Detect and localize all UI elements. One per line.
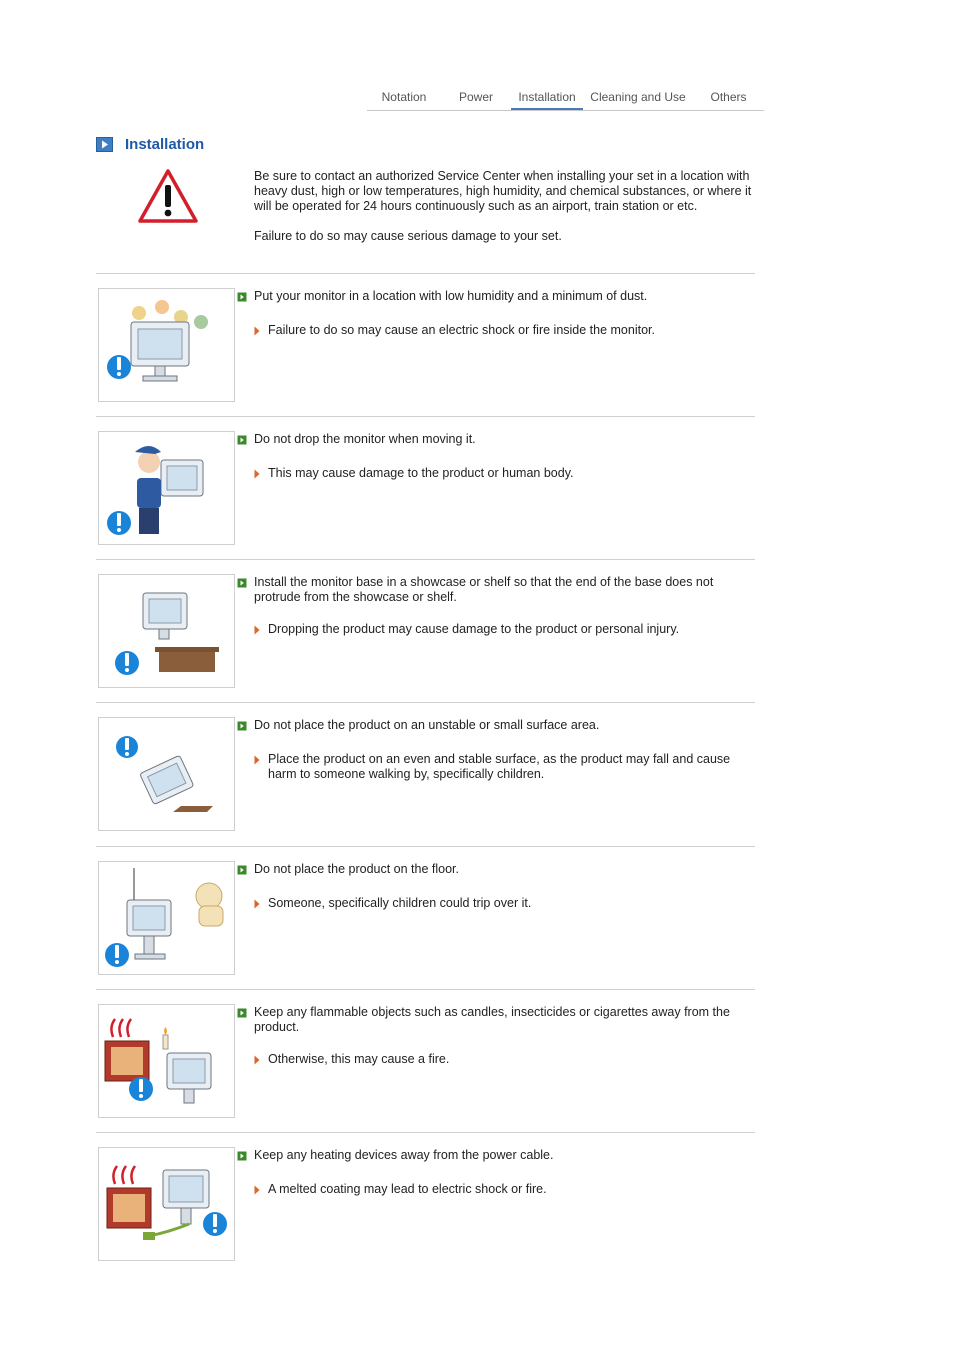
tab-bar (367, 86, 764, 111)
divider (96, 846, 755, 847)
instruction-text: Install the monitor base in a showcase or shelf so that the end of the base does not protrude from the showcase or shelf. (254, 575, 714, 604)
orange-arrow-bullet-icon (254, 752, 268, 782)
instruction-text: Do not place the product on the floor. (254, 862, 459, 876)
tab-installation[interactable]: Installation (511, 86, 583, 110)
instruction-text: Put your monitor in a location with low humidity and a minimum of dust. (254, 289, 648, 303)
illustration-falling-monitor (98, 717, 235, 831)
section-title: Installation (125, 136, 205, 153)
instruction-item (237, 862, 755, 913)
illustration-monitor-on-floor (98, 861, 235, 975)
instruction-note: This may cause damage to the product or human body. (268, 466, 574, 480)
instruction-item (237, 289, 755, 340)
orange-arrow-bullet-icon (254, 323, 268, 340)
instruction-note: Place the product on an even and stable surface, as the product may fall and cause harm to someone walking by, specifically children. (268, 752, 731, 781)
instruction-note: Someone, specifically children could trip over it. (268, 896, 532, 910)
tab-others[interactable]: Others (710, 90, 747, 104)
illustration-dusty-monitor (98, 288, 235, 402)
divider (96, 273, 755, 274)
instruction-note: Otherwise, this may cause a fire. (268, 1052, 450, 1066)
intro-text (254, 169, 754, 259)
green-square-bullet-icon (237, 862, 254, 879)
intro-paragraph: Be sure to contact an authorized Service Center when installing your set in a location with heavy dust, high or low temperatures, high humidity, and chemical substances, or where it will be operated for 24 hours continuously such as an airport, train station or etc. (254, 169, 752, 213)
instruction-text: Do not drop the monitor when moving it. (254, 432, 476, 446)
instruction-item (237, 1148, 755, 1199)
play-square-icon (96, 137, 113, 152)
divider (96, 989, 755, 990)
orange-arrow-bullet-icon (254, 622, 268, 639)
divider (96, 416, 755, 417)
instruction-item (237, 432, 755, 483)
instruction-note: Failure to do so may cause an electric shock or fire inside the monitor. (268, 323, 655, 337)
green-square-bullet-icon (237, 1005, 254, 1035)
tab-notation[interactable]: Notation (381, 90, 427, 104)
instruction-text: Do not place the product on an unstable or small surface area. (254, 718, 600, 732)
instruction-note: Dropping the product may cause damage to the product or personal injury. (268, 622, 680, 636)
section-header (96, 136, 204, 153)
illustration-monitor-on-shelf (98, 574, 235, 688)
instruction-text: Keep any heating devices away from the power cable. (254, 1148, 554, 1162)
instruction-note: A melted coating may lead to electric shock or fire. (268, 1182, 547, 1196)
orange-arrow-bullet-icon (254, 896, 268, 913)
tab-cleaning-and-use[interactable]: Cleaning and Use (590, 90, 686, 104)
instruction-text: Keep any flammable objects such as candles, insecticides or cigarettes away from the product. (254, 1005, 730, 1034)
green-square-bullet-icon (237, 289, 254, 306)
divider (96, 559, 755, 560)
intro-paragraph: Failure to do so may cause serious damage to your set. (254, 229, 562, 243)
green-square-bullet-icon (237, 432, 254, 449)
illustration-flammable-objects (98, 1004, 235, 1118)
instruction-item (237, 1005, 755, 1069)
illustration-moving-monitor (98, 431, 235, 545)
tab-power[interactable]: Power (458, 90, 493, 104)
illustration-heater-and-cable (98, 1147, 235, 1261)
divider (96, 1132, 755, 1133)
orange-arrow-bullet-icon (254, 1182, 268, 1199)
warning-triangle-icon (137, 168, 199, 224)
green-square-bullet-icon (237, 718, 254, 735)
green-square-bullet-icon (237, 1148, 254, 1165)
divider (96, 702, 755, 703)
instruction-item (237, 575, 755, 639)
orange-arrow-bullet-icon (254, 466, 268, 483)
orange-arrow-bullet-icon (254, 1052, 268, 1069)
green-square-bullet-icon (237, 575, 254, 605)
instruction-item (237, 718, 755, 782)
